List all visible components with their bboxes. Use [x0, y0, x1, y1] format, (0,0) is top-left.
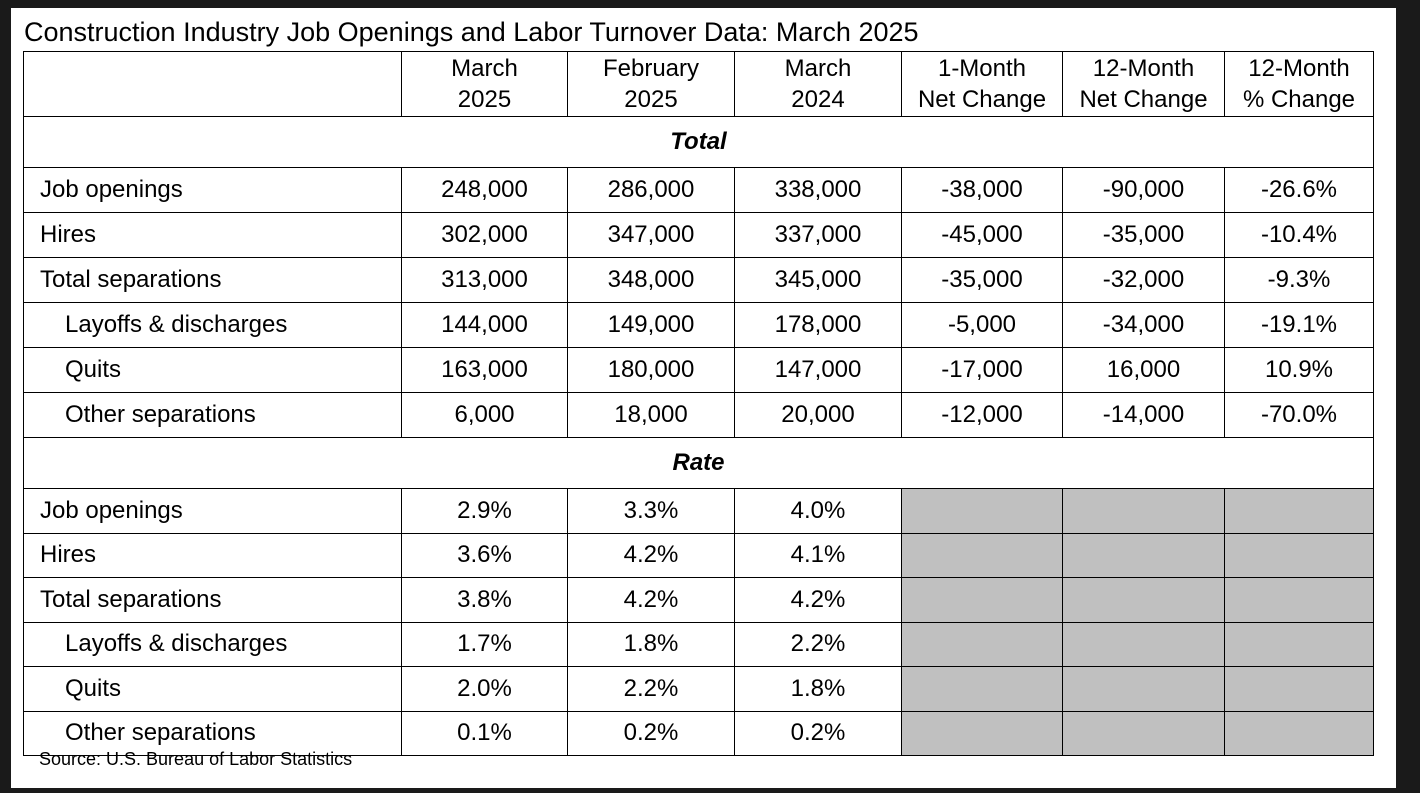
table-cell: -10.4%: [1225, 213, 1374, 258]
row-label: Quits: [24, 348, 402, 393]
table-row: [24, 303, 1374, 348]
shaded-cell: [902, 667, 1063, 712]
shaded-cell: [1225, 667, 1374, 712]
table-cell: 345,000: [735, 258, 902, 303]
shaded-cell: [1225, 533, 1374, 578]
table-cell: -38,000: [902, 168, 1063, 213]
table-cell: -45,000: [902, 213, 1063, 258]
table-cell: -34,000: [1063, 303, 1225, 348]
page-title: Construction Industry Job Openings and Labor Turnover Data: March 2025: [24, 17, 919, 47]
table-cell: 248,000: [402, 168, 568, 213]
row-label: Job openings: [24, 168, 402, 213]
table-row: [24, 578, 1374, 623]
header-cell-1-month-net-change: 1-Month Net Change: [902, 52, 1063, 117]
table-cell: 2.2%: [735, 622, 902, 667]
table-cell: -70.0%: [1225, 393, 1374, 438]
document-page: [11, 8, 1396, 788]
section-label: Rate: [24, 438, 1374, 489]
header-row: [24, 52, 1374, 117]
row-label: Total separations: [24, 578, 402, 623]
table-cell: 1.8%: [735, 667, 902, 712]
table-row: [24, 168, 1374, 213]
table-row: [24, 393, 1374, 438]
table-cell: 313,000: [402, 258, 568, 303]
shaded-cell: [1063, 667, 1225, 712]
table-cell: 180,000: [568, 348, 735, 393]
table-cell: -19.1%: [1225, 303, 1374, 348]
row-label: Other separations: [24, 393, 402, 438]
shaded-cell: [902, 578, 1063, 623]
shaded-cell: [1063, 489, 1225, 534]
header-cell-march-2025: March 2025: [402, 52, 568, 117]
row-label: Other separations: [24, 711, 402, 756]
table-row: [24, 667, 1374, 712]
row-label: Quits: [24, 667, 402, 712]
table-cell: 16,000: [1063, 348, 1225, 393]
table-cell: -17,000: [902, 348, 1063, 393]
table-cell: 2.0%: [402, 667, 568, 712]
row-label: Layoffs & discharges: [24, 622, 402, 667]
row-label: Layoffs & discharges: [24, 303, 402, 348]
table-row: [24, 533, 1374, 578]
table-cell: 6,000: [402, 393, 568, 438]
table-cell: 0.1%: [402, 711, 568, 756]
table-cell: 337,000: [735, 213, 902, 258]
shaded-cell: [1225, 578, 1374, 623]
row-label: Job openings: [24, 489, 402, 534]
shaded-cell: [902, 489, 1063, 534]
table-cell: 3.6%: [402, 533, 568, 578]
table-cell: 10.9%: [1225, 348, 1374, 393]
header-cell-march-2024: March 2024: [735, 52, 902, 117]
shaded-cell: [902, 533, 1063, 578]
shaded-cell: [1063, 711, 1225, 756]
table-cell: -14,000: [1063, 393, 1225, 438]
table-cell: 2.9%: [402, 489, 568, 534]
table-row: [24, 213, 1374, 258]
shaded-cell: [1063, 533, 1225, 578]
table-row: [24, 622, 1374, 667]
table-cell: 0.2%: [568, 711, 735, 756]
table-cell: -12,000: [902, 393, 1063, 438]
table-cell: 4.2%: [568, 533, 735, 578]
header-cell-12-month-net-change: 12-Month Net Change: [1063, 52, 1225, 117]
shaded-cell: [1225, 622, 1374, 667]
table-cell: 18,000: [568, 393, 735, 438]
header-cell-12-month-pct-change: 12-Month % Change: [1225, 52, 1374, 117]
table-cell: 348,000: [568, 258, 735, 303]
table-cell: 0.2%: [735, 711, 902, 756]
table-cell: 4.1%: [735, 533, 902, 578]
table-cell: -35,000: [902, 258, 1063, 303]
table-row: [24, 258, 1374, 303]
shaded-cell: [1063, 578, 1225, 623]
source-note: Source: U.S. Bureau of Labor Statistics: [39, 749, 353, 769]
table-cell: 347,000: [568, 213, 735, 258]
table-cell: 178,000: [735, 303, 902, 348]
section-heading-rate: [24, 438, 1374, 489]
table-row: [24, 348, 1374, 393]
table-cell: 4.2%: [735, 578, 902, 623]
table-cell: 163,000: [402, 348, 568, 393]
table-cell: 1.8%: [568, 622, 735, 667]
table-cell: 2.2%: [568, 667, 735, 712]
turnover-table: [23, 51, 1374, 756]
section-label: Total: [24, 117, 1374, 168]
table-cell: 286,000: [568, 168, 735, 213]
table-cell: -35,000: [1063, 213, 1225, 258]
table-cell: -90,000: [1063, 168, 1225, 213]
table-row: [24, 489, 1374, 534]
table-cell: -5,000: [902, 303, 1063, 348]
header-cell-blank: [24, 52, 402, 117]
section-heading-total: [24, 117, 1374, 168]
table-cell: -26.6%: [1225, 168, 1374, 213]
row-label: Total separations: [24, 258, 402, 303]
table-cell: 338,000: [735, 168, 902, 213]
table-cell: 4.0%: [735, 489, 902, 534]
row-label: Hires: [24, 213, 402, 258]
shaded-cell: [1225, 489, 1374, 534]
header-cell-february-2025: February 2025: [568, 52, 735, 117]
shaded-cell: [1063, 622, 1225, 667]
shaded-cell: [902, 711, 1063, 756]
shaded-cell: [1225, 711, 1374, 756]
table-cell: 20,000: [735, 393, 902, 438]
table-cell: 302,000: [402, 213, 568, 258]
table-cell: -32,000: [1063, 258, 1225, 303]
table-cell: -9.3%: [1225, 258, 1374, 303]
row-label: Hires: [24, 533, 402, 578]
shaded-cell: [902, 622, 1063, 667]
table-cell: 147,000: [735, 348, 902, 393]
table-cell: 144,000: [402, 303, 568, 348]
table-cell: 4.2%: [568, 578, 735, 623]
table-cell: 3.3%: [568, 489, 735, 534]
table-cell: 1.7%: [402, 622, 568, 667]
table-cell: 3.8%: [402, 578, 568, 623]
table-cell: 149,000: [568, 303, 735, 348]
